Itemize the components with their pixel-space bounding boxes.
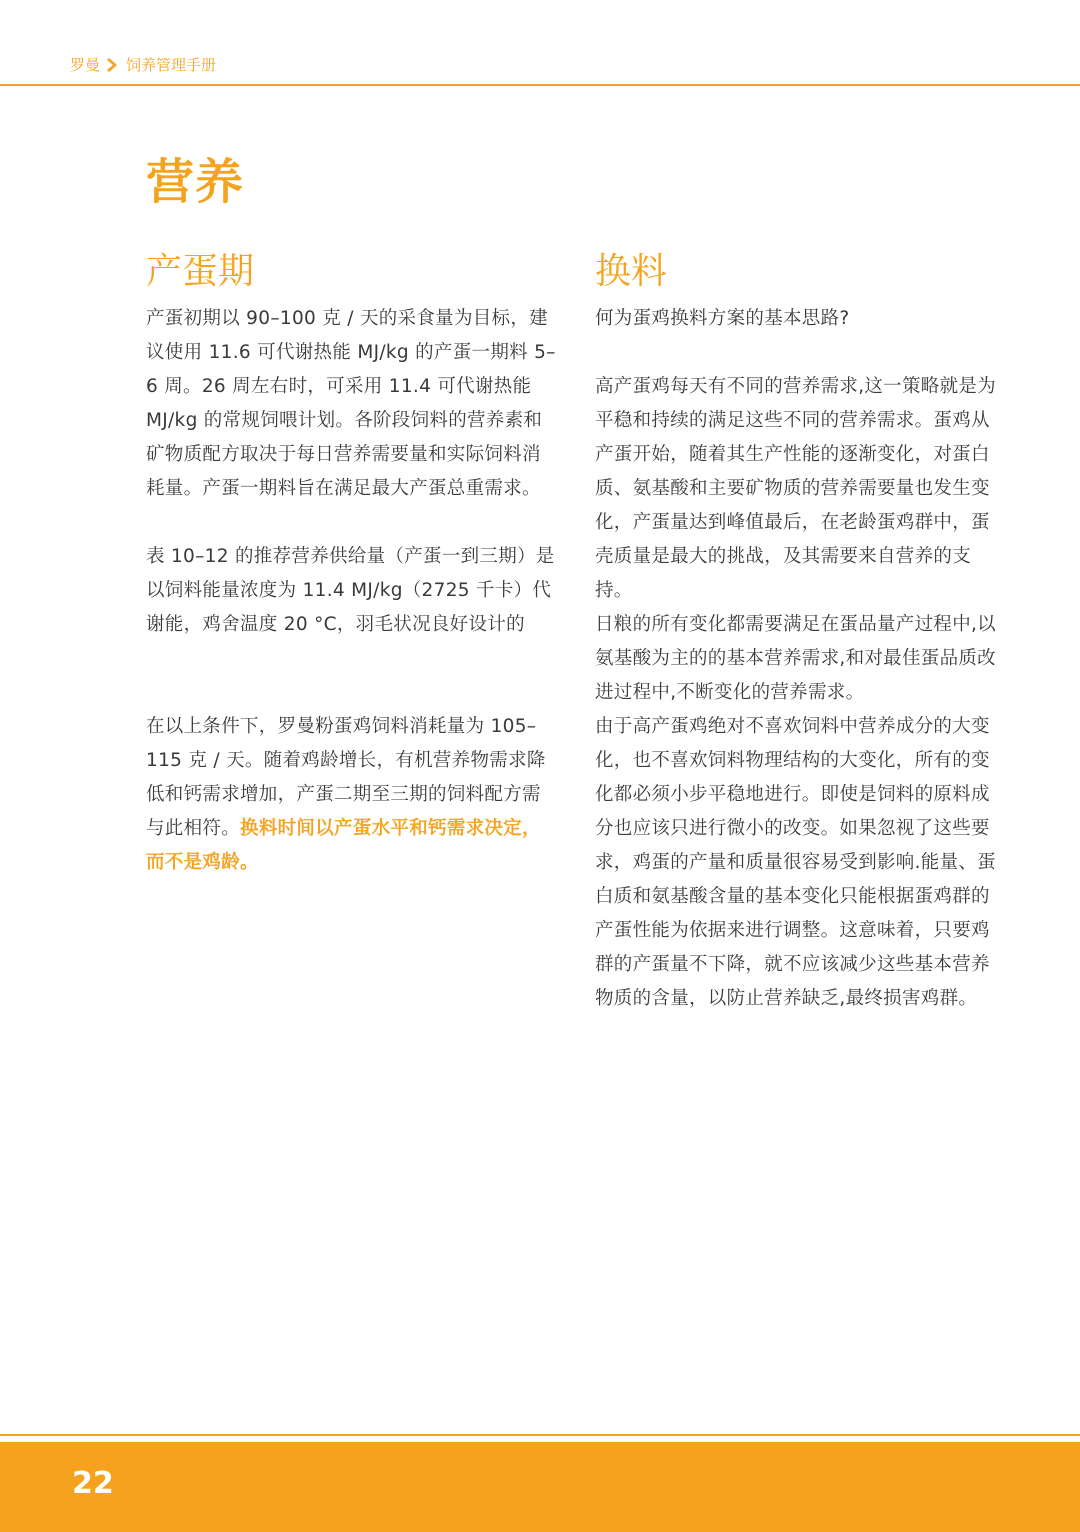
breadcrumb-item-manual[interactable]: 饲养管理手册: [126, 56, 217, 74]
footer-divider: [0, 1434, 1080, 1436]
paragraph-spacer: [595, 336, 1007, 370]
page-footer: [0, 1442, 1080, 1532]
breadcrumb: [70, 55, 216, 75]
paragraph-feed-consumption: [146, 710, 558, 880]
header-divider: [0, 84, 1080, 86]
section-heading-feed-change: 换料: [595, 251, 668, 292]
paragraph-laying-intro: 产蛋初期以 90–100 克 / 天的采食量为目标，建议使用 11.6 可代谢热能 MJ/kg 的产蛋一期料 5–6 周。26 周左右时，可采用 11.4 可代谢热能 MJ/kg 的常规饲喂计划。各阶段饲料的营养素和矿物质配方取决于每日营养需要量和实际饲料消耗量。产蛋一期料旨在满足最大产蛋总重需求。: [146, 308, 556, 499]
left-column: [146, 248, 558, 880]
chevron-right-icon: [106, 57, 120, 73]
breadcrumb-item-brand[interactable]: 罗曼: [70, 56, 101, 74]
paragraph-spacer: [146, 642, 558, 710]
paragraph-diet-changes: 日粮的所有变化都需要满足在蛋品量产过程中,以氨基酸为主的的基本营养需求,和对最佳蛋品质改进过程中,不断变化的营养需求。: [595, 614, 996, 703]
page-number: 22: [72, 1466, 114, 1501]
paragraph-nutrition-needs: 高产蛋鸡每天有不同的营养需求,这一策略就是为平稳和持续的满足这些不同的营养需求。蛋鸡从产蛋开始，随着其生产性能的逐渐变化，对蛋白质、氨基酸和主要矿物质的营养需要量也发生变化，产蛋量达到峰值最后，在老龄蛋鸡群中，蛋壳质量是最大的挑战，及其需要来自营养的支持。: [595, 376, 996, 601]
question-text: 何为蛋鸡换料方案的基本思路?: [595, 308, 850, 329]
feed-consumption-text: 在以上条件下，罗曼粉蛋鸡饲料消耗量为 105–115 克 / 天。随着鸡龄增长，有机营养物需求降低和钙需求增加，产蛋二期至三期的饲料配方需与此相符。: [146, 716, 546, 839]
page-header: [0, 0, 1080, 86]
paragraph-gradual-changes: 由于高产蛋鸡绝对不喜欢饲料中营养成分的大变化，也不喜欢饲料物理结构的大变化，所有的变化都必须小步平稳地进行。即使是饲料的原料成分也应该只进行微小的改变。如果忽视了这些要求，鸡蛋的产量和质量很容易受到影响.能量、蛋白质和氨基酸含量的基本变化只能根据蛋鸡群的产蛋性能为依据来进行调整。这意味着，只要鸡群的产蛋量不下降，就不应该减少这些基本营养物质的含量，以防止营养缺乏,最终损害鸡群。: [595, 716, 996, 1009]
paragraph-table-reference: 表 10–12 的推荐营养供给量（产蛋一到三期）是以饲料能量浓度为 11.4 MJ/kg（2725 千卡）代谢能，鸡舍温度 20 °C，羽毛状况良好设计的: [146, 546, 555, 635]
highlight-text: 换料时间以产蛋水平和钙需求决定，而不是鸡龄。: [146, 818, 541, 873]
paragraph-spacer: [146, 506, 558, 540]
page-title: 营养: [146, 154, 245, 210]
section-heading-laying-period: 产蛋期: [146, 251, 255, 292]
right-column: [595, 248, 1007, 1016]
